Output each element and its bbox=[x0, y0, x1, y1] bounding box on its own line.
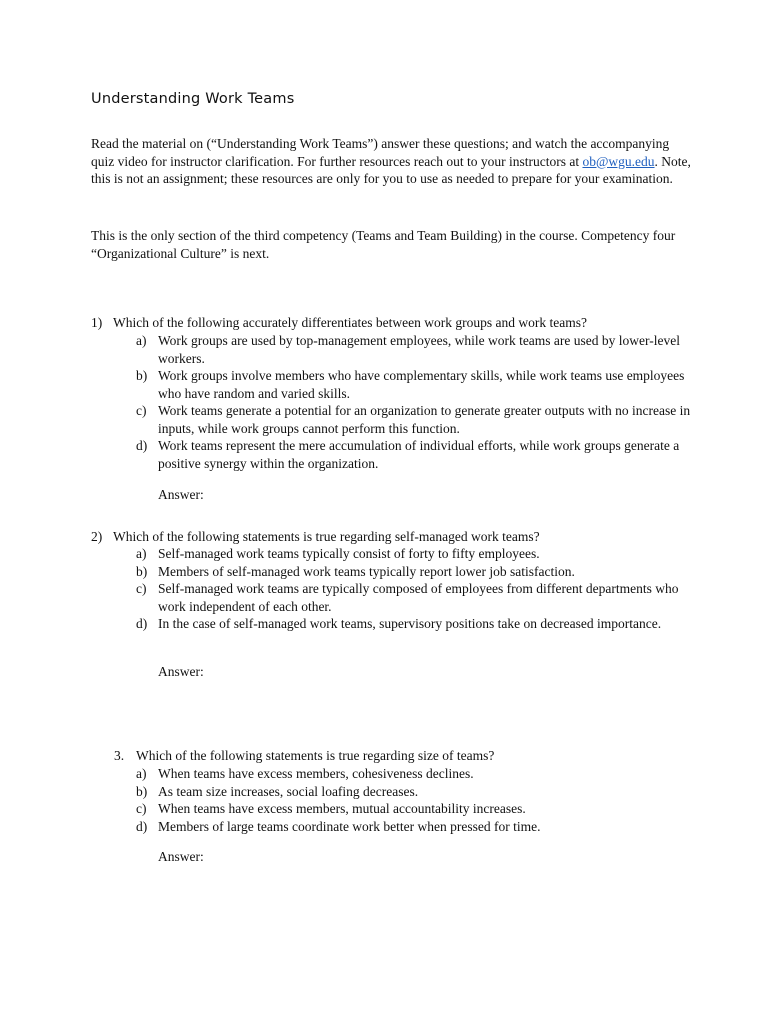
option-letter: d) bbox=[136, 438, 148, 453]
option-letter: b) bbox=[136, 368, 148, 383]
option-a bbox=[136, 765, 698, 783]
option-text: Work teams represent the mere accumulation of individual efforts, while work groups generate a positive synergy within the organization. bbox=[158, 438, 680, 471]
question-text: Which of the following statements is true regarding self-managed work teams? bbox=[113, 529, 540, 544]
option-text: Work groups involve members who have complementary skills, while work teams use employees who have random and varied skills. bbox=[158, 368, 685, 401]
option-letter: c) bbox=[136, 581, 147, 596]
option-text: Self-managed work teams are typically composed of employees from different departments who work independent of each other. bbox=[158, 581, 679, 614]
option-a bbox=[136, 332, 698, 367]
section-note: This is the only section of the third competency (Teams and Team Building) in the course. Competency four “Organizational Culture” is next. bbox=[91, 228, 676, 261]
option-text: In the case of self-managed work teams, supervisory positions take on decreased importance. bbox=[158, 616, 662, 631]
option-b bbox=[136, 783, 698, 801]
intro-text-2: . Note, this is not an assignment; these resources are only for you to use as needed to prepare for your examination. bbox=[91, 153, 691, 186]
answer-label: Answer: bbox=[158, 849, 204, 864]
question-text: Which of the following statements is true regarding size of teams? bbox=[136, 748, 495, 763]
document-title: Understanding Work Teams bbox=[91, 91, 295, 107]
option-letter: a) bbox=[136, 546, 147, 561]
question-number: 3. bbox=[114, 748, 125, 763]
option-letter: a) bbox=[136, 333, 147, 348]
option-d bbox=[136, 615, 698, 633]
option-text: When teams have excess members, cohesiveness declines. bbox=[158, 766, 474, 781]
answer-label: Answer: bbox=[158, 664, 204, 679]
question-number: 2) bbox=[91, 529, 103, 544]
option-text: Work groups are used by top-management employees, while work teams are used by lower-level workers. bbox=[158, 333, 680, 366]
answer-label: Answer: bbox=[158, 487, 204, 502]
option-b bbox=[136, 367, 698, 402]
intro-text-1: Read the material on (“Understanding Work Teams”) answer these questions; and watch the accompanying quiz video for instructor clarification. For further resources reach out to your instructors at bbox=[91, 136, 670, 169]
option-text: Work teams generate a potential for an organization to generate greater outputs with no increase in inputs, while work groups cannot perform this function. bbox=[158, 403, 691, 436]
option-letter: d) bbox=[136, 616, 148, 631]
option-d bbox=[136, 818, 698, 836]
option-text: Self-managed work teams typically consist of forty to fifty employees. bbox=[158, 546, 540, 561]
question-2-options bbox=[136, 545, 698, 633]
option-letter: b) bbox=[136, 783, 148, 799]
question-text: Which of the following accurately differentiates between work groups and work teams? bbox=[113, 315, 587, 330]
option-letter: b) bbox=[136, 563, 148, 579]
option-text: Members of self-managed work teams typically report lower job satisfaction. bbox=[158, 563, 575, 579]
question-3-options bbox=[136, 765, 698, 835]
option-letter: a) bbox=[136, 766, 147, 781]
question-number: 1) bbox=[91, 315, 103, 330]
question-1-options bbox=[136, 332, 698, 472]
email-link[interactable]: ob@wgu.edu bbox=[582, 153, 655, 169]
option-d bbox=[136, 437, 698, 472]
option-text: Members of large teams coordinate work better when pressed for time. bbox=[158, 818, 541, 834]
option-c bbox=[136, 402, 698, 437]
option-text: As team size increases, social loafing decreases. bbox=[158, 783, 419, 799]
intro-paragraph bbox=[91, 135, 691, 188]
option-c bbox=[136, 580, 698, 615]
option-b bbox=[136, 563, 698, 581]
option-c bbox=[136, 800, 698, 818]
option-letter: c) bbox=[136, 801, 147, 816]
option-a bbox=[136, 545, 698, 563]
option-letter: d) bbox=[136, 818, 148, 834]
option-letter: c) bbox=[136, 403, 147, 418]
option-text: When teams have excess members, mutual accountability increases. bbox=[158, 801, 526, 816]
